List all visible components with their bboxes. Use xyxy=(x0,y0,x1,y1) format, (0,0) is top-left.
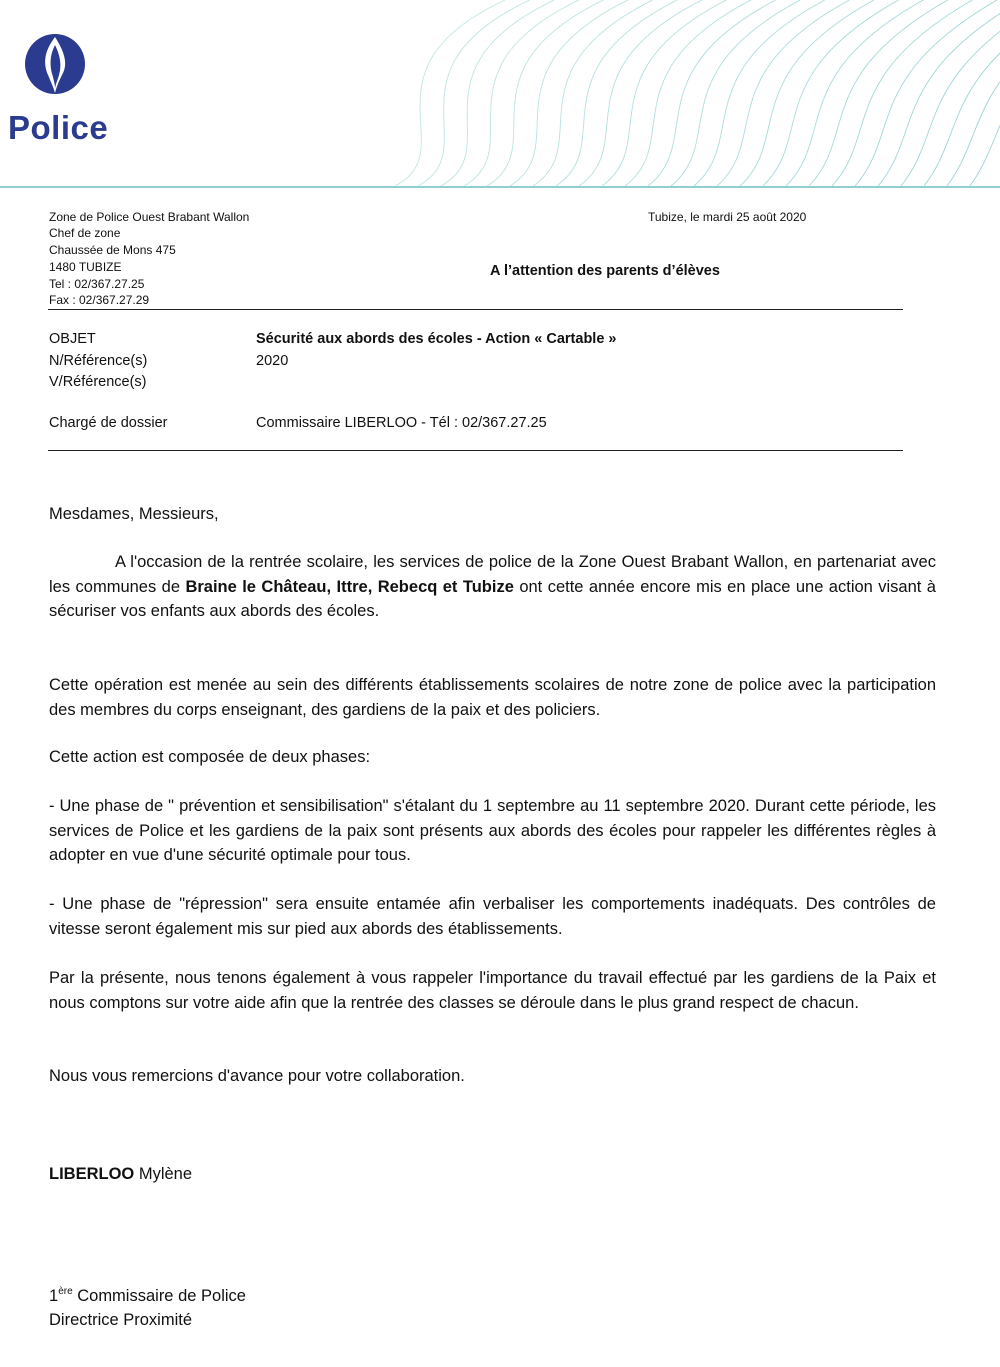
header-wave-line xyxy=(809,0,948,186)
title-text: Commissaire de Police xyxy=(72,1287,246,1305)
signatory-first-name: Mylène xyxy=(134,1165,193,1183)
header-wave-line xyxy=(395,0,505,186)
sender-line: Tel : 02/367.27.25 xyxy=(49,277,145,291)
body-paragraph: Cette opération est menée au sein des différents établissements scolaires de notre zone de police avec la participation des membres du corps enseignant, des gardiens de la paix et des policiers. xyxy=(49,676,936,719)
sender-line: Fax : 02/367.27.29 xyxy=(49,293,150,307)
body-paragraph-phase1: - Une phase de " prévention et sensibilisation" s'étalant du 1 septembre au 11 septembre 2020. Durant cette période, les services de Police et les gardiens de la paix sont présents aux abords des écoles pour rappeler les différentes règles à adopter en vue d'une sécurité optimale pour tous. xyxy=(49,797,936,864)
police-logo-text: Police xyxy=(8,109,109,146)
closing-paragraph: Nous vous remercions d'avance pour votre collaboration. xyxy=(49,1067,465,1085)
title-number: 1 xyxy=(49,1287,59,1305)
letter-date: Tubize, le mardi 25 août 2020 xyxy=(648,210,807,224)
nref-value: 2020 xyxy=(256,353,289,369)
header-wave-line xyxy=(855,0,997,186)
header-wave-line xyxy=(464,0,579,186)
title-superscript: ère xyxy=(58,1286,73,1297)
sender-line: 1480 TUBIZE xyxy=(49,260,122,274)
recipient-attention: A l’attention des parents d’élèves xyxy=(490,263,720,279)
dossier-value: Commissaire LIBERLOO - Tél : 02/367.27.25 xyxy=(256,415,547,431)
header-wave-line xyxy=(533,0,653,186)
header-wave-line xyxy=(924,0,1000,186)
signatory-title xyxy=(49,1284,246,1308)
communes-list: Braine le Château, Ittre, Rebecq et Tubize xyxy=(185,577,514,596)
meta-bottom-divider xyxy=(48,450,903,451)
header-wave-line xyxy=(901,0,1000,186)
sender-line: Zone de Police Ouest Brabant Wallon xyxy=(49,210,250,224)
salutation: Mesdames, Messieurs, xyxy=(49,505,219,523)
header-wave-line xyxy=(970,0,1000,186)
header-wave-line xyxy=(510,0,628,186)
vref-label: V/Référence(s) xyxy=(49,374,147,390)
body-paragraph-intro xyxy=(49,550,936,624)
header-wave-line xyxy=(418,0,530,186)
header-wave-line xyxy=(487,0,603,186)
header-wave-pattern xyxy=(380,0,1000,188)
police-flame-icon xyxy=(24,33,86,95)
sender-line: Chaussée de Mons 475 xyxy=(49,243,176,257)
intro-text-end: ont cette année encore mis en place une action visant à sécuriser vos enfants aux abords des écoles. xyxy=(49,577,936,620)
nref-label: N/Référence(s) xyxy=(49,353,148,369)
header-wave-line xyxy=(602,0,726,186)
sender-line: Chef de zone xyxy=(49,226,121,240)
body-paragraph: Cette action est composée de deux phases: xyxy=(49,748,371,766)
header-divider xyxy=(0,186,1000,188)
objet-value: Sécurité aux abords des écoles - Action « Cartable » xyxy=(256,331,617,347)
signatory-name xyxy=(49,1162,192,1186)
meta-top-divider xyxy=(48,309,903,310)
header-wave-line xyxy=(832,0,972,186)
body-paragraph: Par la présente, nous tenons également à vous rappeler l'importance du travail effectué par les gardiens de la Paix et nous comptons sur votre aide afin que la rentrée des classes se déroule dans le plus grand respect de chacun. xyxy=(49,969,936,1012)
body-paragraph-phase2: - Une phase de "répression" sera ensuite entamée afin verbaliser les comportements inadéquats. Des contrôles de vitesse seront également mis sur pied aux abords des établissements. xyxy=(49,895,936,938)
header-wave-line xyxy=(878,0,1000,186)
signatory-last-name: LIBERLOO xyxy=(49,1165,135,1183)
header-wave-line xyxy=(717,0,849,186)
header-wave-line xyxy=(740,0,874,186)
dossier-label: Chargé de dossier xyxy=(49,415,168,431)
objet-label: OBJET xyxy=(49,331,96,347)
signatory-role: Directrice Proximité xyxy=(49,1311,193,1329)
intro-text: A l'occasion de la rentrée scolaire, les services de police de la Zone Ouest Brabant Wallon, en partenariat avec les communes de xyxy=(49,553,936,596)
